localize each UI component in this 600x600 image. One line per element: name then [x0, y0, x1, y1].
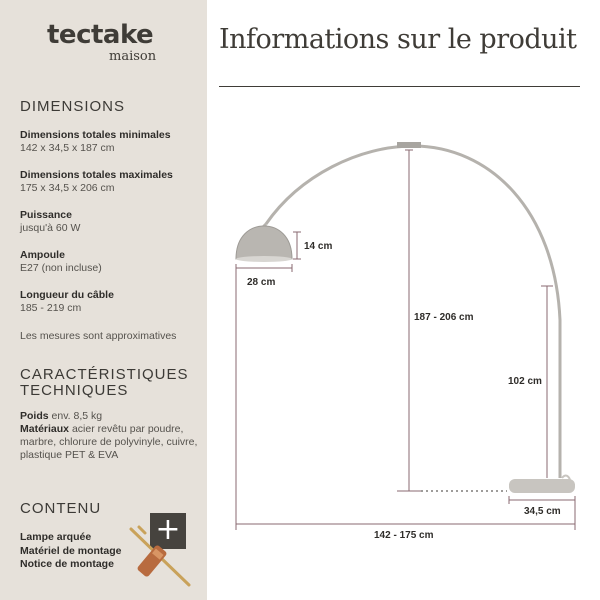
spec-value: 142 x 34,5 x 187 cm [20, 142, 115, 154]
spec-cable [20, 289, 114, 315]
plus-icon: + [150, 513, 186, 549]
spec-min-dimensions [20, 129, 171, 155]
spec-power [20, 209, 80, 235]
measure-note: Les mesures sont approximatives [20, 330, 177, 342]
lamp-diagram [207, 87, 600, 600]
shade-width-label: 28 cm [247, 277, 276, 288]
technical-title [20, 367, 189, 399]
materials-value: acier revêtu par poudre, marbre, chlorure de polyvinyle, cuivre, plastique PET & EVA [20, 423, 198, 461]
lamp-shade [236, 226, 292, 259]
contents-title: CONTENU [20, 500, 102, 517]
dimensions-title: DIMENSIONS [20, 98, 126, 115]
weight-label: Poids [20, 410, 49, 422]
materials-label: Matériaux [20, 423, 70, 435]
spec-label: Ampoule [20, 249, 65, 261]
spec-value: 185 - 219 cm [20, 302, 82, 314]
brand-name: tectake [47, 20, 154, 50]
spec-label: Dimensions totales minimales [20, 129, 171, 141]
spec-max-dimensions [20, 169, 173, 195]
brand-logo [47, 20, 167, 64]
shade-rim [236, 256, 292, 262]
pole-height-label: 102 cm [508, 376, 542, 387]
spec-value: jusqu'à 60 W [20, 222, 81, 234]
page-title: Informations sur le produit [219, 24, 577, 55]
total-height-label: 187 - 206 cm [414, 312, 474, 323]
contents-item: Notice de montage [20, 558, 114, 570]
weight-value: env. 8,5 kg [51, 410, 103, 422]
spec-label: Dimensions totales maximales [20, 169, 173, 181]
mounting-tool-icon [127, 523, 193, 589]
lamp-base-body [509, 479, 575, 493]
base-width-label: 34,5 cm [524, 506, 561, 517]
spec-bulb [20, 249, 102, 275]
technical-specs [20, 410, 198, 462]
shade-height-label: 14 cm [304, 241, 333, 252]
contents-item: Matériel de montage [20, 544, 122, 557]
technical-title-line2: TECHNIQUES [20, 382, 129, 399]
arc-joint [397, 142, 421, 148]
spec-label: Puissance [20, 209, 72, 221]
total-width-label: 142 - 175 cm [374, 530, 434, 541]
brand-sub: maison [109, 49, 157, 64]
sidebar [0, 0, 207, 600]
spec-value: E27 (non incluse) [20, 262, 102, 274]
spec-label: Longueur du câble [20, 289, 114, 301]
contents-list [20, 531, 122, 572]
spec-value: 175 x 34,5 x 206 cm [20, 182, 115, 194]
contents-item: Lampe arquée [20, 531, 92, 543]
technical-title-line1: CARACTÉRISTIQUES [20, 366, 189, 383]
